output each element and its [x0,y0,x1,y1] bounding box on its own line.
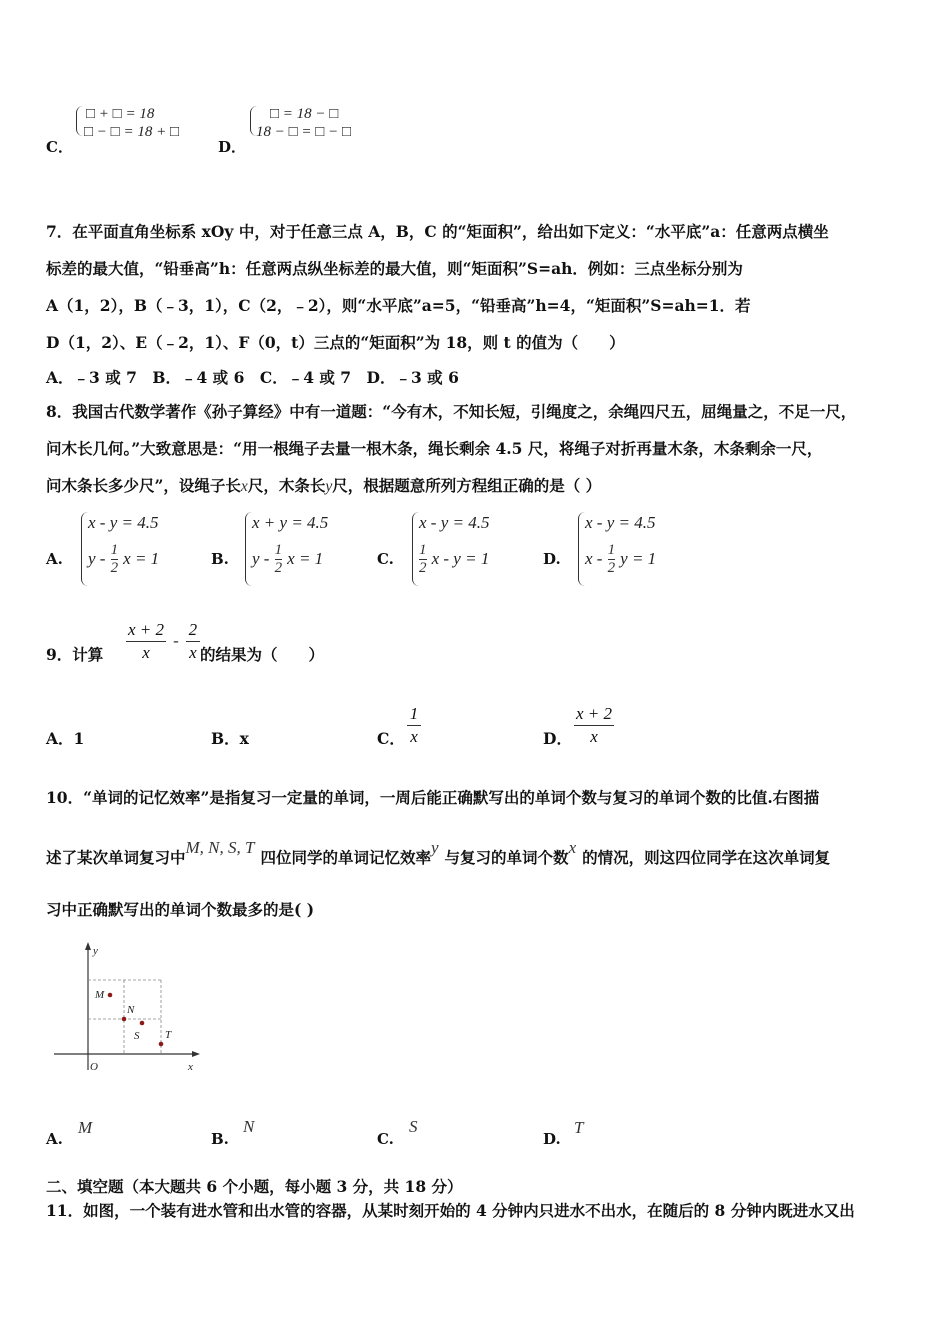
q9-suffix: 的结果为（ ） [200,645,325,664]
q6-d-eq1: □ = 18 − □ [270,106,339,122]
q8-option-a-label: A. [46,550,63,568]
q10-option-c-label: C. [377,1130,394,1148]
q10-line1: 10．“单词的记忆效率”是指复习一定量的单词，一周后能正确默写出的单词个数与复习的单词个数的比值.右图描 [46,788,820,807]
q8-a-brace [81,512,88,586]
q8-a-eq1: x - y = 4.5 [88,513,159,532]
q9-option-c-label: C． [377,729,405,748]
graph-label-t: T [165,1029,172,1041]
graph-x-arrow [192,1051,200,1057]
q6-option-d-label: D． [218,138,247,156]
q10-option-b-label: B. [211,1130,229,1148]
q8-b-eq2: y - $\frac{1}{2}$ x = 1 [252,542,324,576]
q11-line1: 11．如图，一个装有进水管和出水管的容器，从某时刻开始的 4 分钟内只进水不出水，在随后的 8 分钟内既进水又出 [46,1201,855,1220]
q9-option-a: A．1 [46,729,85,748]
q9-option-d-label: D． [543,729,572,748]
q7-options: A．﹣3 或 7 B．﹣4 或 6 C．﹣4 或 7 D．﹣3 或 6 [46,368,459,387]
q8-a-eq2: y - $\frac{1}{2}$ x = 1 [88,542,160,576]
q8-line3: 问木条长多少尺”，设绳子长x尺，木条长y尺，根据题意所列方程组正确的是（ ） [46,476,602,495]
q8-c-eq1: x - y = 4.5 [419,513,490,532]
q10-option-a-value: M [78,1118,93,1137]
q9-expression: $\frac{x + 2}{x}$ - $\frac{2}{x}$ [126,620,200,663]
graph-x-label: x [188,1061,193,1073]
q10-option-d-value: T [574,1118,584,1137]
q9-option-b: B．x [211,729,249,748]
q8-b-brace [245,512,252,586]
section2-title: 二、填空题（本大题共 6 个小题，每小题 3 分，共 18 分） [46,1177,463,1196]
graph-point-t [159,1042,164,1047]
q6-c-brace [76,106,83,136]
q8-line2: 问木长几何。”大致意思是：“用一根绳子去量一根木条，绳长剩余 4.5 尺，将绳子对折再量木条，木条剩余一尺， [46,439,823,458]
q10-graph [50,940,205,1080]
graph-origin-label: O [90,1061,98,1073]
q6-c-eq2: □ − □ = 18 + □ [84,124,180,140]
q10-option-d-label: D. [543,1130,561,1148]
q8-option-c-label: C. [377,550,394,568]
q9-option-c-frac: $\frac{1}{x}$ [407,704,421,747]
graph-point-m [108,993,113,998]
q7-line1: 7．在平面直角坐标系 xOy 中，对于任意三点 A，B，C 的“矩面积”，给出如下定义：“水平底”a：任意两点横坐 [46,222,829,241]
q6-option-c-label: C． [46,138,73,156]
graph-y-label: y [93,945,98,957]
graph-point-s [140,1021,145,1026]
q9-option-d-frac: $\frac{x + 2}{x}$ [575,704,613,746]
graph-label-s: S [134,1030,140,1042]
q10-option-c-value: S [409,1117,418,1136]
q8-d-eq1: x - y = 4.5 [585,513,656,532]
q8-d-brace [578,512,585,586]
graph-label-m: M [95,989,105,1001]
q7-line2: 标差的最大值，“铅垂高”h：任意两点纵坐标差的最大值，则“矩面积”S=ah．例如：三点坐标分别为 [46,259,743,278]
q8-option-d-label: D. [543,550,561,568]
q10-line3: 习中正确默写出的单词个数最多的是( ) [46,900,315,919]
q8-option-b-label: B. [211,550,229,568]
q6-c-eq1: □ + □ = 18 [86,106,155,122]
q8-c-brace [412,512,419,586]
graph-point-n [122,1017,127,1022]
q8-d-eq2: x - $\frac{1}{2}$ y = 1 [585,542,657,576]
q7-line3: A（1，2），B（﹣3，1），C（2，﹣2），则“水平底”a=5，“铅垂高”h=4，“矩面积”S=ah=1．若 [46,296,751,315]
q7-line4: D（1，2）、E（﹣2，1）、F（0，t）三点的“矩面积”为 18，则 t 的值为（ ） [46,333,625,352]
graph-y-arrow [85,942,91,950]
q6-d-eq2: 18 − □ = □ − □ [256,124,352,140]
q8-c-eq2: $\frac{1}{2}$ x - y = 1 [419,542,490,576]
q8-b-eq1: x + y = 4.5 [252,513,329,532]
q10-option-a-label: A. [46,1130,63,1148]
q9-prefix: 9．计算 [46,645,104,664]
q10-line2: 述了某次单词复习中M, N, S, T四位同学的单词记忆效率y与复习的单词个数x的情况，则这四位同学在这次单词复 [46,838,831,867]
graph-label-n: N [127,1004,135,1016]
q8-line1: 8．我国古代数学著作《孙子算经》中有一道题：“今有木，不知长短，引绳度之，余绳四尺五，屈绳量之，不足一尺， [46,402,857,421]
q10-option-b-value: N [243,1117,255,1136]
